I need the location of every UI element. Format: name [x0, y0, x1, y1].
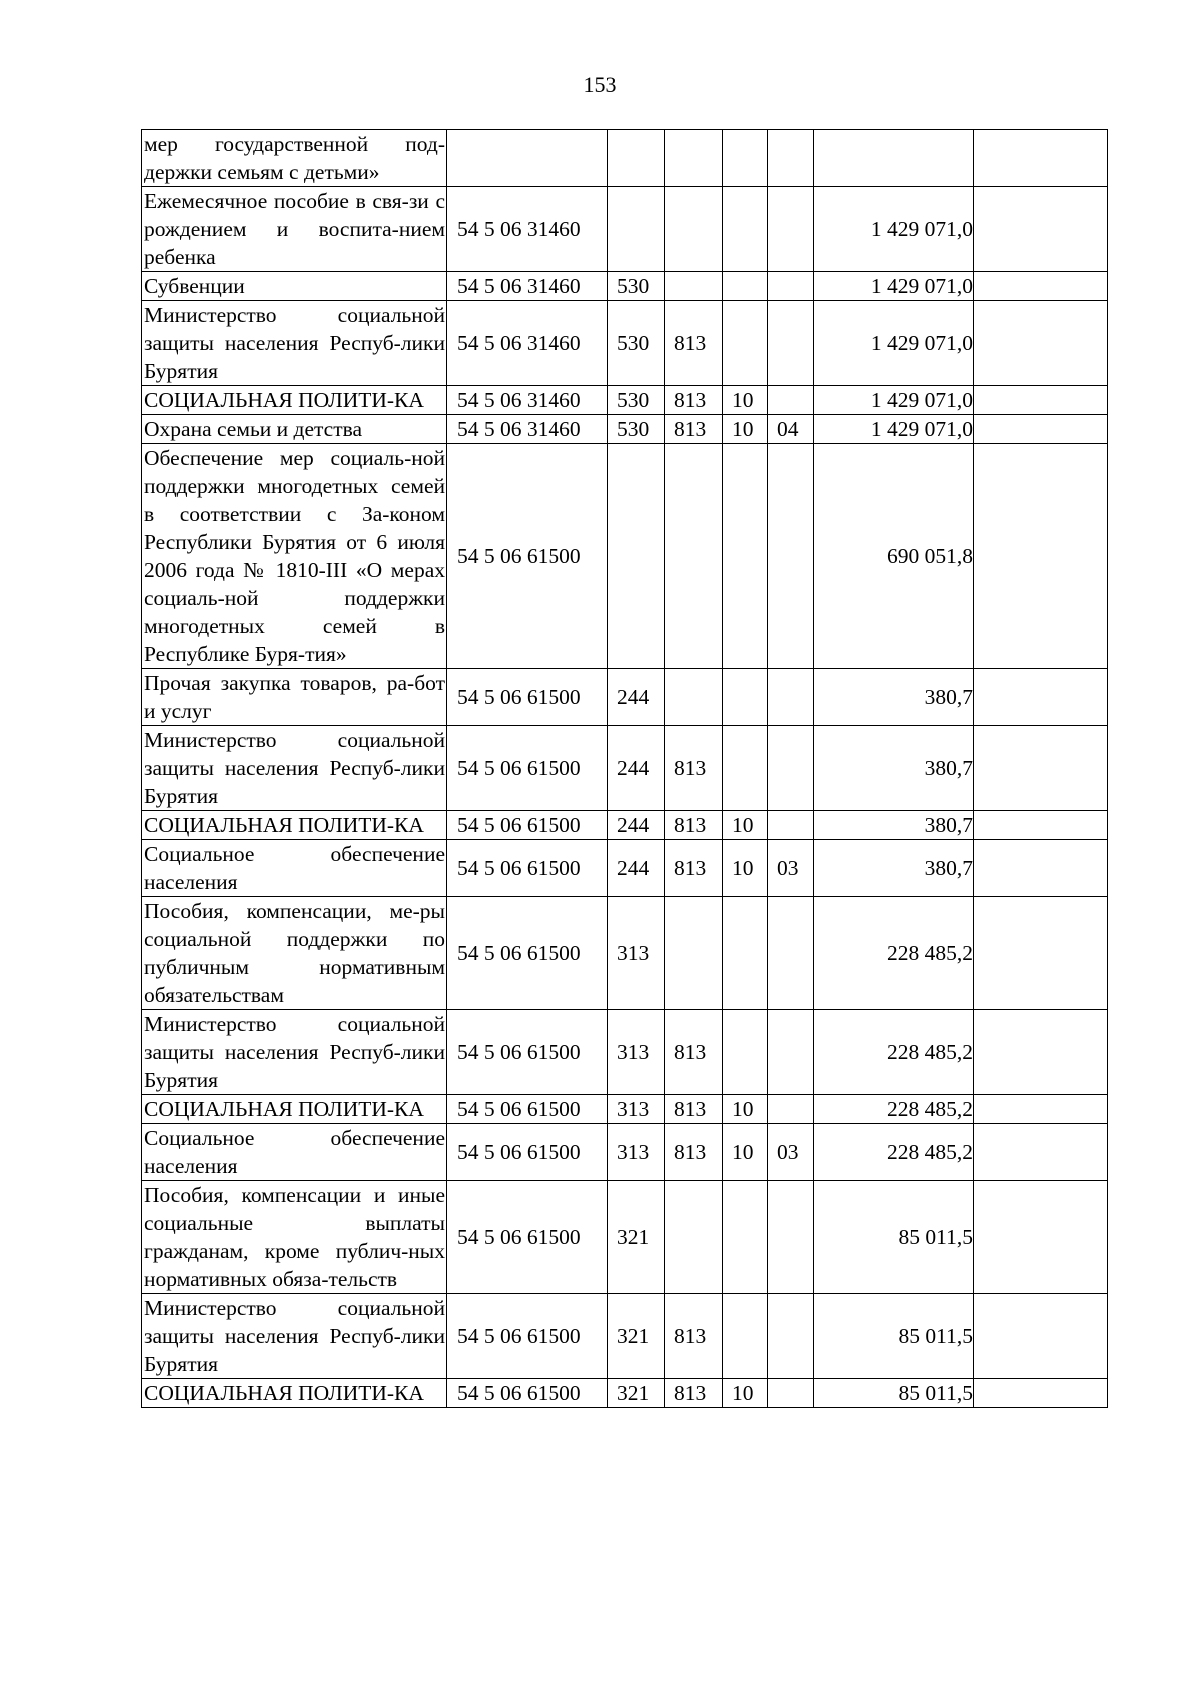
section-cell — [723, 1294, 768, 1379]
ministry-code-cell — [665, 669, 723, 726]
extra-cell — [974, 444, 1108, 669]
expense-type-cell: 244 — [608, 811, 665, 840]
table-row — [142, 1379, 1108, 1408]
amount-cell: 690 051,8 — [814, 444, 974, 669]
row-name-cell: СОЦИАЛЬНАЯ ПОЛИТИ-КА — [142, 386, 447, 415]
amount-cell: 228 485,2 — [814, 897, 974, 1010]
amount-cell: 228 485,2 — [814, 1010, 974, 1095]
table-row — [142, 897, 1108, 1010]
table-row — [142, 130, 1108, 187]
subsection-cell — [768, 1010, 814, 1095]
row-name-cell: Социальное обеспечение населения — [142, 840, 447, 897]
amount-cell: 85 011,5 — [814, 1181, 974, 1294]
extra-cell — [974, 811, 1108, 840]
section-cell — [723, 726, 768, 811]
extra-cell — [974, 415, 1108, 444]
row-name-cell: Прочая закупка товаров, ра-бот и услуг — [142, 669, 447, 726]
subsection-cell — [768, 1095, 814, 1124]
ministry-code-cell: 813 — [665, 811, 723, 840]
amount-cell: 380,7 — [814, 669, 974, 726]
subsection-cell — [768, 669, 814, 726]
ministry-code-cell — [665, 130, 723, 187]
subsection-cell — [768, 726, 814, 811]
table-row — [142, 415, 1108, 444]
subsection-cell — [768, 1181, 814, 1294]
row-name-cell: СОЦИАЛЬНАЯ ПОЛИТИ-КА — [142, 1095, 447, 1124]
section-cell: 10 — [723, 1379, 768, 1408]
ministry-code-cell — [665, 187, 723, 272]
table-row — [142, 386, 1108, 415]
target-code-cell: 54 5 06 61500 — [447, 1124, 608, 1181]
table-row — [142, 187, 1108, 272]
section-cell — [723, 1181, 768, 1294]
page-number: 153 — [583, 72, 617, 97]
extra-cell — [974, 1379, 1108, 1408]
ministry-code-cell: 813 — [665, 1010, 723, 1095]
target-code-cell: 54 5 06 31460 — [447, 187, 608, 272]
target-code-cell: 54 5 06 31460 — [447, 272, 608, 301]
expense-type-cell: 530 — [608, 386, 665, 415]
ministry-code-cell — [665, 444, 723, 669]
amount-cell: 380,7 — [814, 840, 974, 897]
amount-cell: 85 011,5 — [814, 1294, 974, 1379]
ministry-code-cell — [665, 1181, 723, 1294]
table-row — [142, 272, 1108, 301]
row-name-cell: СОЦИАЛЬНАЯ ПОЛИТИ-КА — [142, 1379, 447, 1408]
ministry-code-cell: 813 — [665, 840, 723, 897]
ministry-code-cell — [665, 272, 723, 301]
ministry-code-cell: 813 — [665, 1095, 723, 1124]
expense-type-cell: 313 — [608, 1095, 665, 1124]
ministry-code-cell: 813 — [665, 386, 723, 415]
section-cell: 10 — [723, 840, 768, 897]
expense-type-cell — [608, 444, 665, 669]
amount-cell: 1 429 071,0 — [814, 187, 974, 272]
row-name-cell: Пособия, компенсации и иные социальные выплаты гражданам, кроме публич-ных нормативных обяза-тельств — [142, 1181, 447, 1294]
row-name-cell: Ежемесячное пособие в свя-зи с рождением и воспита-нием ребенка — [142, 187, 447, 272]
subsection-cell — [768, 897, 814, 1010]
section-cell: 10 — [723, 386, 768, 415]
row-name-cell: Субвенции — [142, 272, 447, 301]
section-cell: 10 — [723, 811, 768, 840]
subsection-cell — [768, 1294, 814, 1379]
target-code-cell: 54 5 06 61500 — [447, 1010, 608, 1095]
extra-cell — [974, 726, 1108, 811]
subsection-cell: 04 — [768, 415, 814, 444]
row-name-cell: Министерство социальной защиты населения Респуб-лики Бурятия — [142, 726, 447, 811]
extra-cell — [974, 1181, 1108, 1294]
row-name-cell: Министерство социальной защиты населения Респуб-лики Бурятия — [142, 1294, 447, 1379]
section-cell: 10 — [723, 1095, 768, 1124]
subsection-cell — [768, 444, 814, 669]
table-row — [142, 1095, 1108, 1124]
expense-type-cell: 530 — [608, 272, 665, 301]
ministry-code-cell: 813 — [665, 1124, 723, 1181]
ministry-code-cell: 813 — [665, 1294, 723, 1379]
section-cell — [723, 897, 768, 1010]
expense-type-cell: 244 — [608, 840, 665, 897]
amount-cell — [814, 130, 974, 187]
table-row — [142, 726, 1108, 811]
extra-cell — [974, 187, 1108, 272]
section-cell — [723, 444, 768, 669]
subsection-cell — [768, 301, 814, 386]
row-name-cell: Министерство социальной защиты населения Респуб-лики Бурятия — [142, 1010, 447, 1095]
target-code-cell: 54 5 06 61500 — [447, 1379, 608, 1408]
row-name-cell: СОЦИАЛЬНАЯ ПОЛИТИ-КА — [142, 811, 447, 840]
extra-cell — [974, 1124, 1108, 1181]
ministry-code-cell: 813 — [665, 726, 723, 811]
extra-cell — [974, 669, 1108, 726]
target-code-cell: 54 5 06 61500 — [447, 840, 608, 897]
section-cell — [723, 669, 768, 726]
table-row — [142, 669, 1108, 726]
expense-type-cell — [608, 187, 665, 272]
section-cell — [723, 272, 768, 301]
table-body — [142, 130, 1108, 1408]
target-code-cell: 54 5 06 31460 — [447, 386, 608, 415]
section-cell — [723, 187, 768, 272]
subsection-cell: 03 — [768, 840, 814, 897]
section-cell — [723, 130, 768, 187]
ministry-code-cell: 813 — [665, 415, 723, 444]
budget-table — [141, 129, 1108, 1408]
subsection-cell — [768, 187, 814, 272]
ministry-code-cell: 813 — [665, 1379, 723, 1408]
target-code-cell: 54 5 06 61500 — [447, 726, 608, 811]
table-row — [142, 301, 1108, 386]
extra-cell — [974, 386, 1108, 415]
amount-cell: 380,7 — [814, 811, 974, 840]
amount-cell: 1 429 071,0 — [814, 386, 974, 415]
extra-cell — [974, 130, 1108, 187]
expense-type-cell: 321 — [608, 1379, 665, 1408]
expense-type-cell — [608, 130, 665, 187]
target-code-cell: 54 5 06 61500 — [447, 1294, 608, 1379]
subsection-cell — [768, 386, 814, 415]
amount-cell: 1 429 071,0 — [814, 272, 974, 301]
subsection-cell: 03 — [768, 1124, 814, 1181]
subsection-cell — [768, 811, 814, 840]
section-cell: 10 — [723, 1124, 768, 1181]
subsection-cell — [768, 272, 814, 301]
row-name-cell: Охрана семьи и детства — [142, 415, 447, 444]
section-cell: 10 — [723, 415, 768, 444]
expense-type-cell: 313 — [608, 1124, 665, 1181]
expense-type-cell: 313 — [608, 1010, 665, 1095]
expense-type-cell: 530 — [608, 301, 665, 386]
expense-type-cell: 244 — [608, 726, 665, 811]
target-code-cell — [447, 130, 608, 187]
target-code-cell: 54 5 06 61500 — [447, 444, 608, 669]
expense-type-cell: 244 — [608, 669, 665, 726]
table-row — [142, 811, 1108, 840]
row-name-cell: Обеспечение мер социаль-ной поддержки многодетных семей в соответствии с За-коном Республики Бурятия от 6 июля 2006 года № 1810-III «О мерах социаль-ной поддержки многодетных семей в Республике Буря-тия» — [142, 444, 447, 669]
target-code-cell: 54 5 06 61500 — [447, 1181, 608, 1294]
target-code-cell: 54 5 06 31460 — [447, 301, 608, 386]
extra-cell — [974, 1010, 1108, 1095]
extra-cell — [974, 1095, 1108, 1124]
table-row — [142, 444, 1108, 669]
row-name-cell: Социальное обеспечение населения — [142, 1124, 447, 1181]
expense-type-cell: 321 — [608, 1294, 665, 1379]
expense-type-cell: 313 — [608, 897, 665, 1010]
extra-cell — [974, 897, 1108, 1010]
subsection-cell — [768, 1379, 814, 1408]
amount-cell: 228 485,2 — [814, 1095, 974, 1124]
table-row — [142, 1124, 1108, 1181]
extra-cell — [974, 840, 1108, 897]
amount-cell: 380,7 — [814, 726, 974, 811]
table-row — [142, 1294, 1108, 1379]
amount-cell: 228 485,2 — [814, 1124, 974, 1181]
amount-cell: 1 429 071,0 — [814, 415, 974, 444]
extra-cell — [974, 272, 1108, 301]
target-code-cell: 54 5 06 61500 — [447, 897, 608, 1010]
ministry-code-cell — [665, 897, 723, 1010]
ministry-code-cell: 813 — [665, 301, 723, 386]
amount-cell: 85 011,5 — [814, 1379, 974, 1408]
section-cell — [723, 301, 768, 386]
subsection-cell — [768, 130, 814, 187]
extra-cell — [974, 301, 1108, 386]
target-code-cell: 54 5 06 31460 — [447, 415, 608, 444]
extra-cell — [974, 1294, 1108, 1379]
row-name-cell: Министерство социальной защиты населения Респуб-лики Бурятия — [142, 301, 447, 386]
table-row — [142, 840, 1108, 897]
section-cell — [723, 1010, 768, 1095]
row-name-cell: мер государственной под-держки семьям с детьми» — [142, 130, 447, 187]
amount-cell: 1 429 071,0 — [814, 301, 974, 386]
target-code-cell: 54 5 06 61500 — [447, 811, 608, 840]
target-code-cell: 54 5 06 61500 — [447, 1095, 608, 1124]
row-name-cell: Пособия, компенсации, ме-ры социальной поддержки по публичным нормативным обязательствам — [142, 897, 447, 1010]
table-row — [142, 1181, 1108, 1294]
expense-type-cell: 321 — [608, 1181, 665, 1294]
table-row — [142, 1010, 1108, 1095]
target-code-cell: 54 5 06 61500 — [447, 669, 608, 726]
expense-type-cell: 530 — [608, 415, 665, 444]
